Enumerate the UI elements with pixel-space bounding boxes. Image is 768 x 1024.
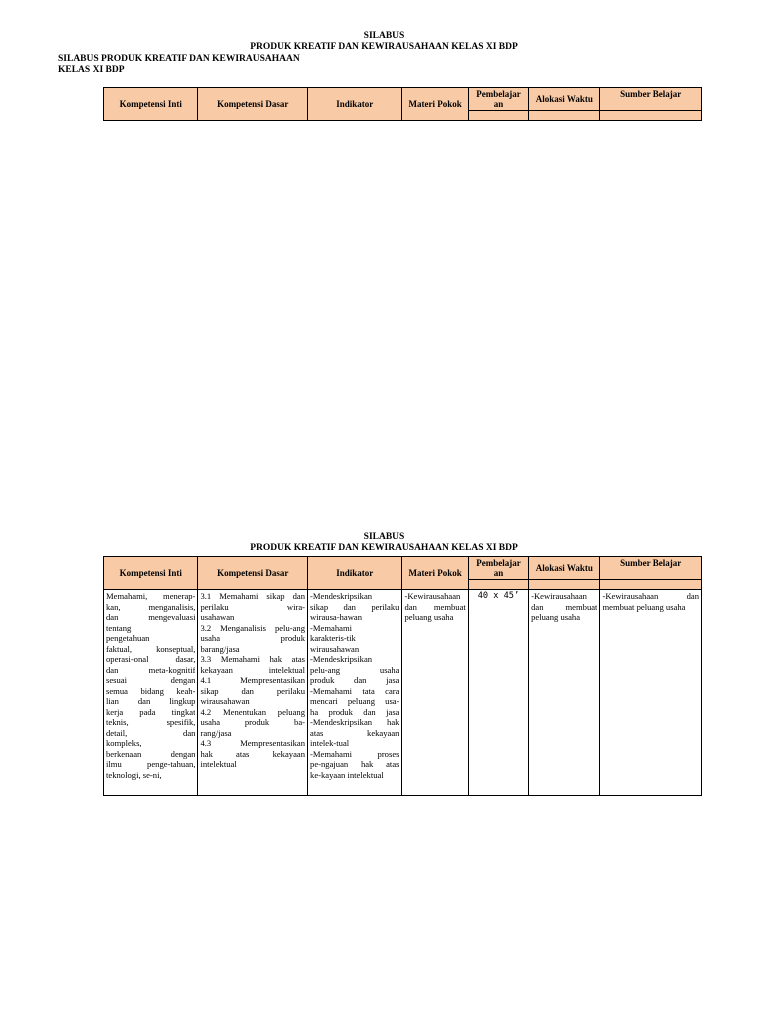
cell-line: usaha produk ba- bbox=[200, 717, 306, 727]
cell-line: -Kewirausahaan bbox=[531, 591, 587, 601]
cell-line: Memahami, menerap- bbox=[106, 591, 196, 601]
cell-line: -Mendeskripsikan hak bbox=[310, 717, 400, 727]
cell-line: 4.2 Menentukan peluang bbox=[200, 706, 306, 717]
cell-line: usaha produk bbox=[200, 633, 306, 643]
cell-line: faktual, konseptual, bbox=[106, 643, 196, 654]
header-materi-pokok: Materi Pokok bbox=[402, 557, 468, 590]
cell-line: membuat peluang usaha bbox=[602, 601, 686, 612]
cell-line: 3.3 Memahami hak atas bbox=[200, 654, 306, 664]
header-pembelajaran-line2: an bbox=[493, 568, 504, 578]
header-materi-pokok: Materi Pokok bbox=[402, 88, 468, 121]
cell-line: teknis, spesifik, bbox=[106, 717, 196, 727]
cell-line: kompleks, bbox=[106, 738, 142, 748]
header-kompetensi-dasar: Kompetensi Dasar bbox=[198, 88, 308, 121]
cell-kompetensi-inti bbox=[104, 590, 198, 796]
header-pembelajaran-line1: Pembelajar bbox=[476, 558, 521, 568]
cell-line: intelektual bbox=[200, 759, 237, 769]
cell-line: sikap dan perilaku bbox=[200, 685, 306, 696]
cell-line: dan meta-kognitif bbox=[106, 664, 196, 675]
cell-line: -Memahami proses bbox=[310, 748, 400, 759]
cell-sumber-belajar bbox=[600, 590, 702, 796]
header-subcell bbox=[468, 111, 528, 121]
cell-line: peluang usaha bbox=[404, 612, 454, 622]
cell-line: teknologi, se-ni, bbox=[106, 769, 162, 780]
cell-line: barang/jasa bbox=[200, 643, 240, 654]
cell-line: pe-ngajuan hak atas bbox=[310, 759, 400, 769]
cell-line: ha produk dan jasa bbox=[310, 706, 400, 717]
cell-line: dan membuat bbox=[531, 601, 598, 612]
cell-line: berkenaan dengan bbox=[106, 748, 196, 759]
syllabus-table-page2 bbox=[103, 556, 702, 796]
header-pembelajaran-line1: Pembelajar bbox=[476, 89, 521, 99]
header-subcell bbox=[600, 111, 702, 121]
cell-line: operasi-onal dasar, bbox=[106, 654, 196, 664]
header-subcell bbox=[529, 111, 600, 121]
cell-line: intelek-tual bbox=[310, 738, 350, 748]
header-kompetensi-inti: Kompetensi Inti bbox=[104, 557, 198, 590]
cell-line: 3.1 Memahami sikap dan bbox=[200, 591, 306, 601]
cell-line: -Memahami bbox=[310, 622, 353, 633]
header-indikator: Indikator bbox=[308, 557, 402, 590]
cell-materi-pokok bbox=[402, 590, 468, 796]
cell-line: mencari peluang usa- bbox=[310, 696, 400, 706]
header-pembelajaran bbox=[468, 88, 528, 111]
cell-line: produk dan jasa bbox=[310, 675, 400, 685]
page1-left-title-line1: SILABUS PRODUK KREATIF DAN KEWIRAUSAHAAN bbox=[58, 54, 300, 64]
cell-line: rang/jasa bbox=[200, 727, 232, 738]
header-kompetensi-dasar: Kompetensi Dasar bbox=[198, 557, 308, 590]
header-alokasi-waktu: Alokasi Waktu bbox=[529, 88, 600, 111]
cell-line: -Kewirausahaan bbox=[404, 591, 461, 601]
header-indikator: Indikator bbox=[308, 88, 402, 121]
header-subcell bbox=[468, 580, 528, 590]
header-kompetensi-inti: Kompetensi Inti bbox=[104, 88, 198, 121]
cell-line: ilmu penge-tahuan, bbox=[106, 759, 196, 769]
cell-line: sesuai dengan bbox=[106, 675, 196, 685]
header-alokasi-waktu: Alokasi Waktu bbox=[529, 557, 600, 580]
cell-line: lian dan lingkup bbox=[106, 696, 196, 706]
cell-line: dan membuat bbox=[404, 601, 466, 612]
cell-line: usahawan bbox=[200, 612, 235, 622]
cell-line: tentang bbox=[106, 622, 132, 633]
cell-line: karakteris-tik bbox=[310, 633, 356, 643]
page2-subtitle: PRODUK KREATIF DAN KEWIRAUSAHAAN KELAS XI BDP bbox=[250, 543, 518, 553]
cell-line: wirausa-hawan bbox=[310, 612, 363, 622]
page1-left-title-line2: KELAS XI BDP bbox=[58, 65, 125, 75]
header-sumber-belajar: Sumber Belajar bbox=[600, 557, 702, 580]
cell-line: perilaku wira- bbox=[200, 601, 306, 612]
cell-kompetensi-dasar bbox=[198, 590, 308, 796]
cell-line: -Mendeskripsikan bbox=[310, 591, 373, 601]
cell-line: kerja pada tingkat bbox=[106, 706, 196, 717]
cell-line: 3.2 Menganalisis pelu-ang bbox=[200, 622, 306, 633]
cell-line: -Mendeskripsikan bbox=[310, 654, 373, 664]
cell-line: sikap dan perilaku bbox=[310, 601, 400, 612]
header-subcell bbox=[600, 580, 702, 590]
cell-line: -Memahami tata cara bbox=[310, 685, 400, 696]
cell-line: 4.3 Mempresentasikan bbox=[200, 738, 306, 748]
header-pembelajaran bbox=[468, 557, 528, 580]
cell-line: ke-kayaan intelektual bbox=[310, 769, 384, 780]
header-sumber-belajar: Sumber Belajar bbox=[600, 88, 702, 111]
cell-indikator bbox=[308, 590, 402, 796]
syllabus-table-header-page1 bbox=[103, 87, 702, 121]
cell-line: detail, dan bbox=[106, 727, 196, 738]
cell-line: semua bidang keah- bbox=[106, 685, 196, 696]
cell-line: dan mengevaluasi bbox=[106, 612, 196, 622]
header-pembelajaran-line2: an bbox=[493, 99, 504, 109]
cell-line: wirausahawan bbox=[310, 643, 360, 654]
page2-title: SILABUS bbox=[363, 532, 405, 542]
cell-line: wirausahawan bbox=[200, 696, 250, 706]
cell-line: pengetahuan bbox=[106, 633, 150, 643]
cell-line: hak atas kekayaan bbox=[200, 748, 306, 759]
cell-line: pelu-ang usaha bbox=[310, 664, 400, 675]
cell-pembelajaran: 40 x 45’ bbox=[468, 590, 528, 796]
cell-alokasi-waktu bbox=[529, 590, 600, 796]
header-subcell bbox=[529, 580, 600, 590]
page1-subtitle: PRODUK KREATIF DAN KEWIRAUSAHAAN KELAS XI BDP bbox=[250, 42, 518, 52]
cell-line: kekayaan intelektual bbox=[200, 664, 306, 675]
cell-line: atas kekayaan bbox=[310, 727, 400, 738]
cell-line: 4.1 Mempresentasikan bbox=[200, 675, 306, 685]
page1-title: SILABUS bbox=[363, 31, 405, 41]
cell-line: -Kewirausahaan dan bbox=[602, 591, 699, 601]
cell-line: peluang usaha bbox=[531, 612, 581, 622]
cell-line: kan, menganalisis, bbox=[106, 601, 196, 612]
